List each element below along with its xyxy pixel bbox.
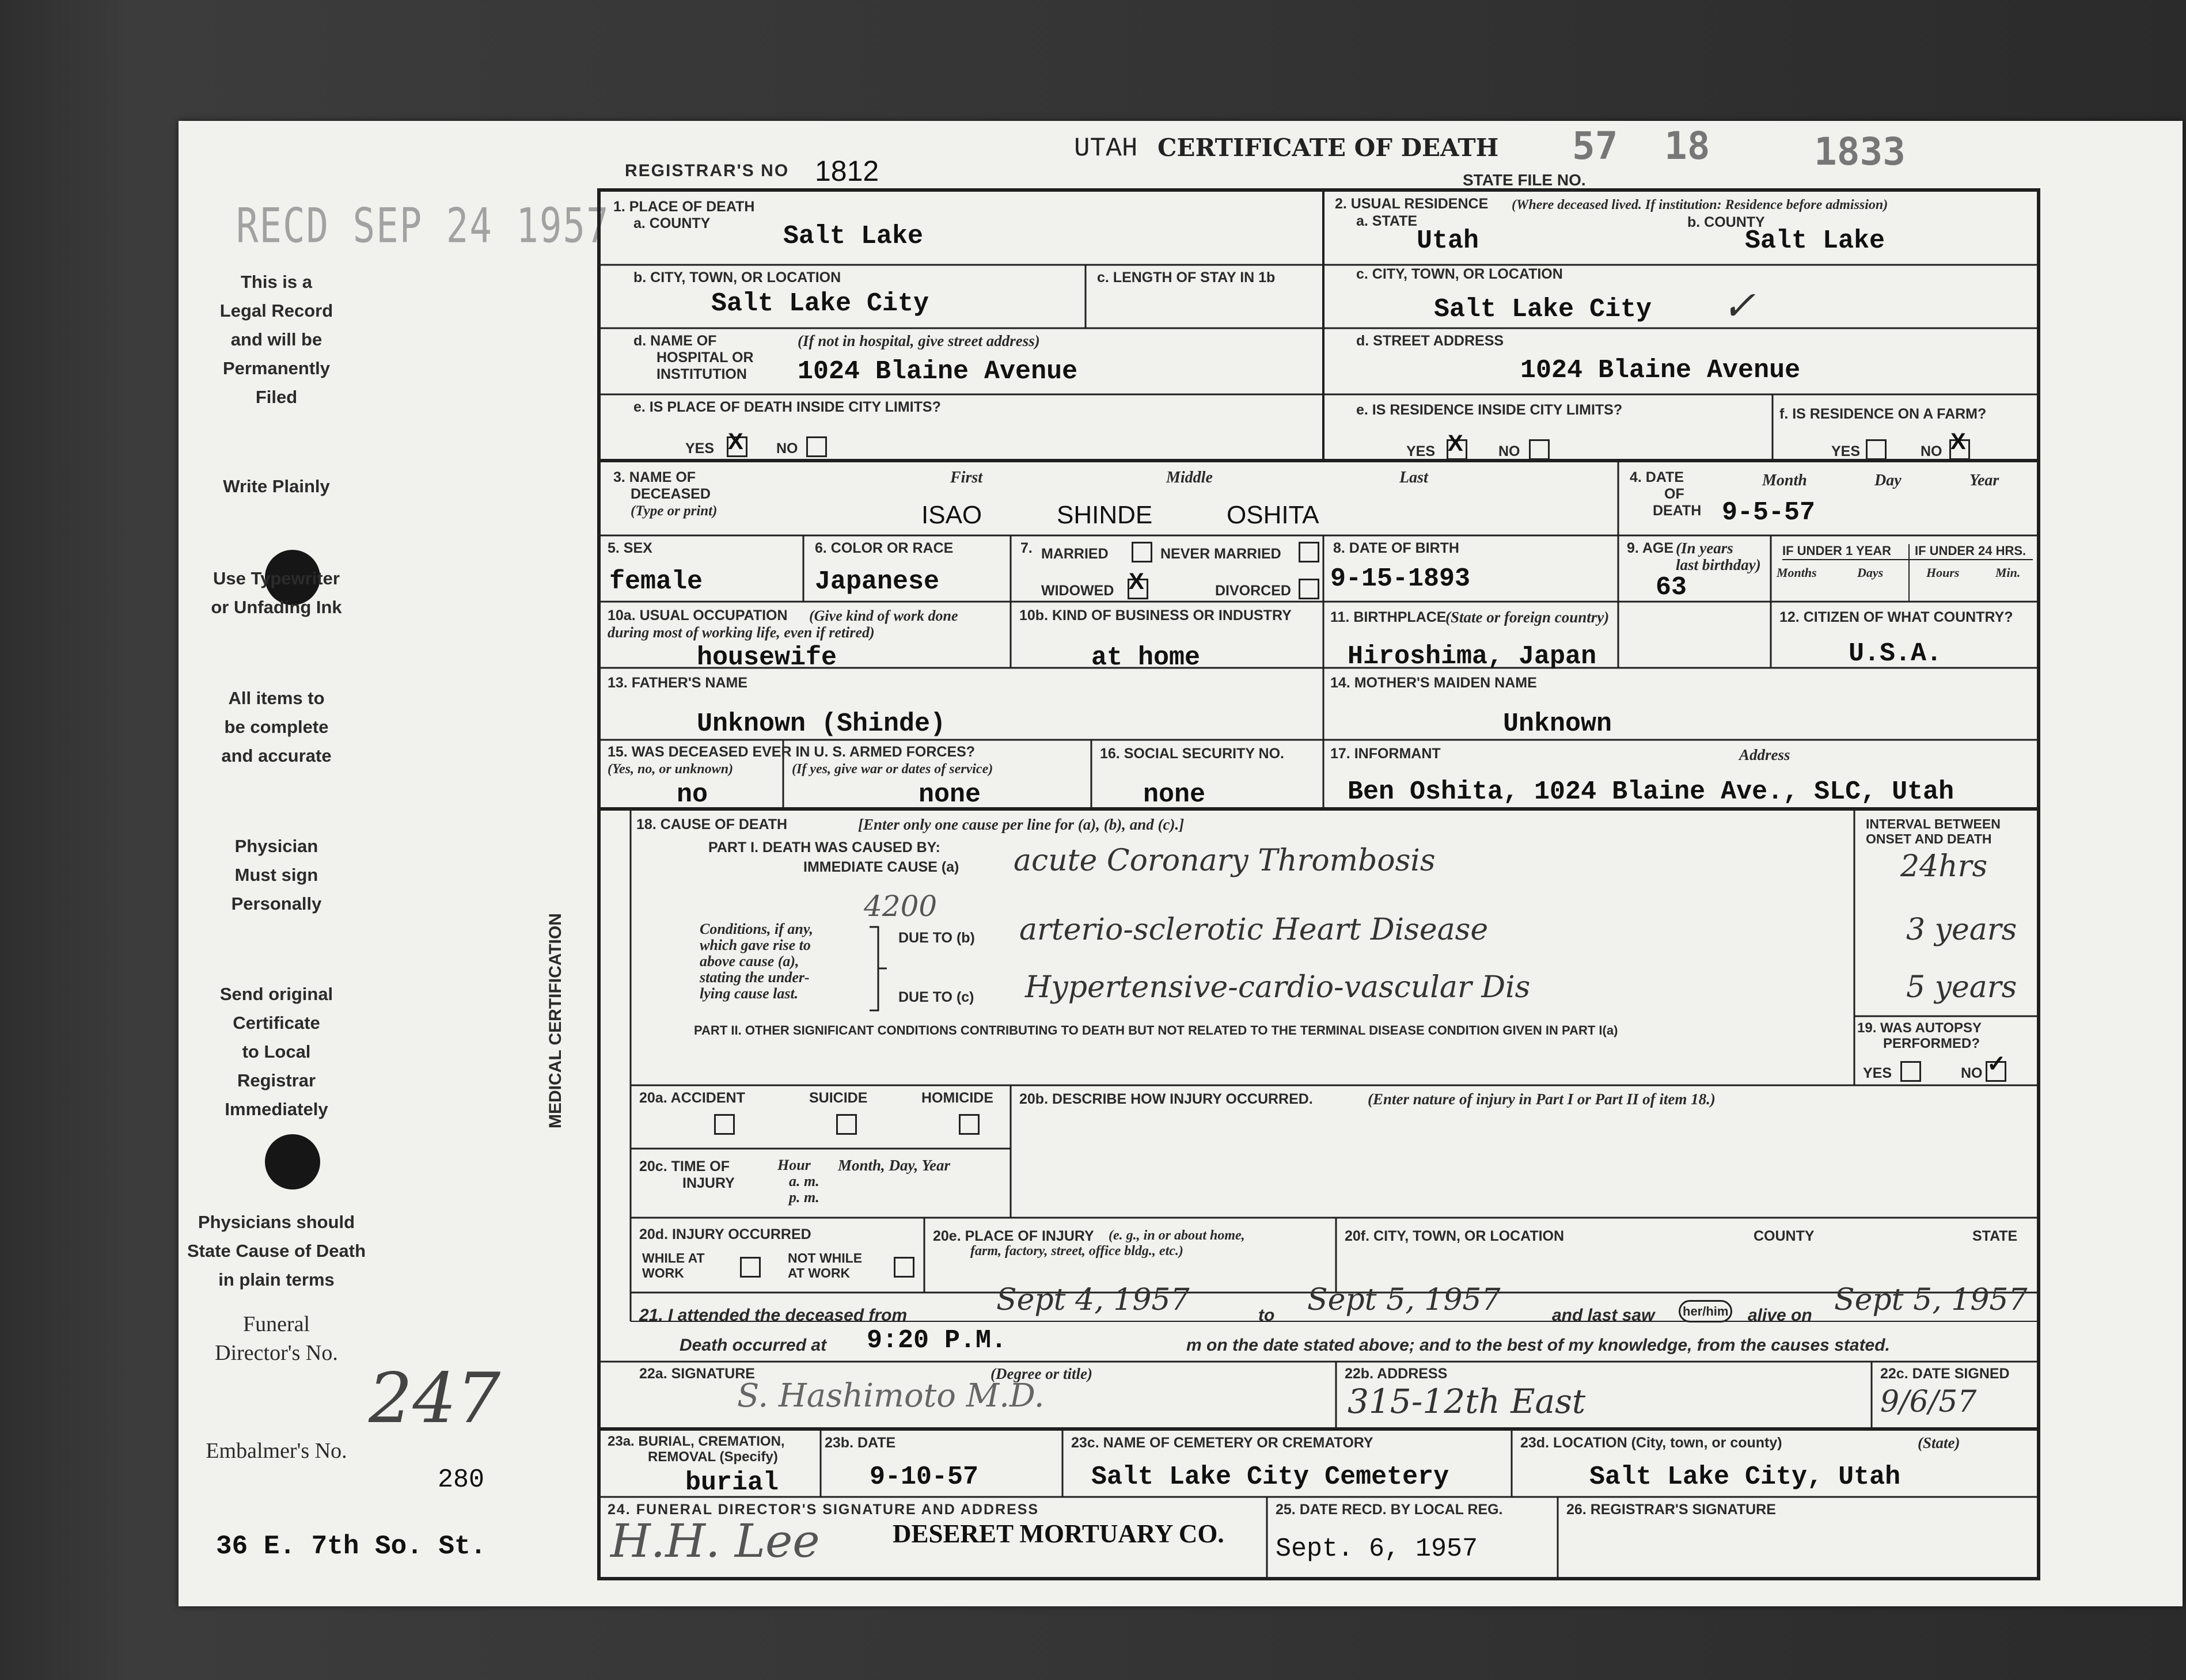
location-label: 23d. LOCATION (City, town, or county) <box>1520 1435 1782 1451</box>
check-tick: ✓ <box>1722 282 1756 329</box>
death-county: Salt Lake <box>783 222 924 251</box>
hospital-label: d. NAME OF HOSPITAL OR INSTITUTION <box>633 333 754 382</box>
date-recd: Sept. 6, 1957 <box>1276 1534 1478 1564</box>
marital-label: 7. <box>1020 540 1033 556</box>
race: Japanese <box>815 567 940 596</box>
armed-note-b: (If yes, give war or dates of service) <box>792 762 993 777</box>
last-name: OSHITA <box>1227 501 1319 529</box>
injury-county-label: COUNTY <box>1754 1228 1815 1244</box>
place-of-death-label: 1. PLACE OF DEATH <box>613 199 755 215</box>
sidebar-legal: This is a Legal Record and will be Permanently Filed <box>219 272 333 407</box>
death-city: Salt Lake City <box>711 289 929 318</box>
sidebar-funeral-label: Funeral Director's No. <box>215 1312 338 1365</box>
alive-on-label: alive on <box>1748 1306 1812 1325</box>
sex-label: 5. SEX <box>608 540 652 556</box>
first-name: ISAO <box>921 501 982 529</box>
burial-location: Salt Lake City, Utah <box>1589 1462 1901 1492</box>
suicide-label: SUICIDE <box>809 1090 868 1106</box>
burial-type: burial <box>685 1468 779 1497</box>
physician-address-label: 22b. ADDRESS <box>1345 1366 1448 1382</box>
sidebar-typewriter: Use Typewriter or Unfading Ink <box>211 568 342 617</box>
inside-limits-label: e. IS PLACE OF DEATH INSIDE CITY LIMITS? <box>633 399 941 415</box>
cemetery-label: 23c. NAME OF CEMETERY OR CREMATORY <box>1071 1435 1373 1451</box>
widowed-label: WIDOWED <box>1041 583 1114 599</box>
while-work-label: WHILE AT WORK <box>642 1251 705 1280</box>
funeral-director: DESERET MORTUARY CO. <box>893 1519 1224 1548</box>
conditions-label: Conditions, if any, which gave rise to above cause (a), stating the under- lying cause last. <box>700 921 813 1002</box>
burial-date-label: 23b. DATE <box>825 1435 896 1451</box>
armed-note-a: (Yes, no, or unknown) <box>608 762 734 777</box>
attended-to: Sept 5, 1957 <box>1307 1283 1501 1317</box>
business: at home <box>1091 643 1201 672</box>
interval-c: 5 years <box>1906 970 2017 1005</box>
part1-label: PART I. DEATH WAS CAUSED BY: <box>708 839 940 856</box>
city-label: b. CITY, TOWN, OR LOCATION <box>633 269 841 286</box>
physician-address: 315-12th East <box>1348 1382 1586 1421</box>
father: Unknown (Shinde) <box>697 709 946 739</box>
registrar-no-label: REGISTRAR'S NO <box>625 161 790 180</box>
ssn-label: 16. SOCIAL SECURITY NO. <box>1100 746 1284 762</box>
received-stamp: RECD SEP 24 1957 <box>236 199 610 254</box>
place-injury-label: 20e. PLACE OF INJURY <box>933 1228 1094 1244</box>
funeral-director-no: 247 <box>369 1359 501 1439</box>
registrar-signature-label: 26. REGISTRAR'S SIGNATURE <box>1566 1502 1776 1518</box>
no-label: NO <box>1498 443 1520 459</box>
burial-date: 9-10-57 <box>870 1462 979 1492</box>
date-of-death: 9-5-57 <box>1722 498 1816 527</box>
funeral-director-address: 36 E. 7th So. St. <box>216 1531 487 1561</box>
cause-note: [Enter only one cause per line for (a), (b), and (c).] <box>858 816 1185 833</box>
age-note: (In years last birthday) <box>1676 539 1761 573</box>
yes-label: YES <box>1406 443 1436 459</box>
occupation: housewife <box>697 643 837 672</box>
date-of-birth: 9-15-1893 <box>1330 564 1471 594</box>
death-inside-no-checkbox[interactable] <box>806 436 827 457</box>
under-year-label: IF UNDER 1 YEAR <box>1782 543 1892 558</box>
months-label: Months <box>1777 565 1817 580</box>
race-label: 6. COLOR OR RACE <box>815 540 954 556</box>
occurred-label: Death occurred at <box>680 1336 827 1355</box>
state-file-no-c: 1833 <box>1814 130 1906 174</box>
signature-label: 22a. SIGNATURE <box>639 1366 755 1382</box>
check-mark: X <box>1448 431 1463 456</box>
cause-a: acute Coronary Thrombosis <box>1014 843 1436 878</box>
check-mark: X <box>1129 569 1144 594</box>
no-label: NO <box>1961 1065 1983 1081</box>
location-state-label: (State) <box>1918 1434 1960 1451</box>
injury-city-label: 20f. CITY, TOWN, OR LOCATION <box>1345 1228 1565 1244</box>
embalmer-no: 280 <box>438 1465 485 1495</box>
form-border <box>599 190 2039 1579</box>
injury-occurred-label: 20d. INJURY OCCURRED <box>639 1226 811 1242</box>
document-title: CERTIFICATE OF DEATH <box>1157 134 1499 162</box>
cemetery: Salt Lake City Cemetery <box>1091 1462 1449 1492</box>
mdy-label: Month, Day, Year <box>838 1157 951 1174</box>
check-mark: X <box>1950 429 1966 454</box>
first-label: First <box>950 469 983 486</box>
birthplace-label: 11. BIRTHPLACE <box>1330 609 1447 625</box>
never-married-checkbox[interactable] <box>1299 542 1319 562</box>
res-city-label: c. CITY, TOWN, OR LOCATION <box>1356 266 1563 282</box>
ssn: none <box>1143 780 1206 809</box>
informant-address-label: Address <box>1739 746 1790 763</box>
res-state: Utah <box>1417 226 1479 256</box>
interval-a: 24hrs <box>1900 849 1988 884</box>
cause-title: 18. CAUSE OF DEATH <box>636 816 788 833</box>
part2-label: PART II. OTHER SIGNIFICANT CONDITIONS CONTRIBUTING TO DEATH BUT NOT RELATED TO THE TERMINAL DISEASE CONDITION GIVEN IN PART I(a) <box>694 1023 1618 1037</box>
res-county-label: b. COUNTY <box>1687 214 1765 230</box>
interval-b: 3 years <box>1906 913 2017 947</box>
death-hospital: 1024 Blaine Avenue <box>798 357 1078 386</box>
to-label: to <box>1258 1306 1275 1325</box>
informant-label: 17. INFORMANT <box>1330 746 1441 762</box>
time-of-death: 9:20 P.M. <box>867 1326 1007 1355</box>
father-label: 13. FATHER'S NAME <box>608 675 748 691</box>
date-signed-label: 22c. DATE SIGNED <box>1880 1366 2010 1382</box>
burial-label: 23a. BURIAL, CREMATION, REMOVAL (Specify) <box>608 1434 785 1465</box>
res-inside-no-checkbox[interactable] <box>1529 439 1550 460</box>
bracket <box>870 927 887 1010</box>
last-seen-date: Sept 5, 1957 <box>1834 1283 2028 1317</box>
married-checkbox[interactable] <box>1132 542 1152 562</box>
year-label: Year <box>1969 472 1999 489</box>
not-while-label: NOT WHILE AT WORK <box>788 1251 863 1280</box>
injury-state-label: STATE <box>1972 1228 2018 1244</box>
sidebar-complete: All items to be complete and accurate <box>221 688 332 766</box>
medical-certification-vertical: MEDICAL CERTIFICATION <box>546 913 565 1128</box>
sidebar-write-plainly: Write Plainly <box>223 476 330 496</box>
sidebar-physicians-should: Physicians should State Cause of Death in plain terms <box>187 1212 366 1290</box>
min-label: Min. <box>1995 565 2021 580</box>
cause-code: 4200 <box>864 890 938 923</box>
homicide-checkbox[interactable] <box>959 1114 980 1135</box>
month-label: Month <box>1762 472 1807 489</box>
days-label: Days <box>1857 565 1884 580</box>
age: 63 <box>1656 573 1687 602</box>
residence-note: (Where deceased lived. If institution: Residence before admission) <box>1512 197 1888 212</box>
dob-label: 8. DATE OF BIRTH <box>1333 540 1459 556</box>
never-married-label: NEVER MARRIED <box>1160 546 1281 562</box>
occurred-rest: m on the date stated above; and to the best of my knowledge, from the causes stated. <box>1186 1336 1890 1355</box>
state-file-no-a: 57 <box>1572 124 1618 168</box>
attended-label: 21. I attended the deceased from <box>639 1306 908 1325</box>
res-inside-label: e. IS RESIDENCE INSIDE CITY LIMITS? <box>1356 402 1623 418</box>
check-mark: X <box>728 429 743 454</box>
date-signed: 9/6/57 <box>1880 1385 1977 1419</box>
autopsy-label: 19. WAS AUTOPSY PERFORMED? <box>1857 1020 1982 1051</box>
suicide-checkbox[interactable] <box>836 1114 857 1135</box>
day-label: Day <box>1874 472 1902 489</box>
state-file-no-b: 18 <box>1664 124 1710 168</box>
stay-label: c. LENGTH OF STAY IN 1b <box>1097 269 1276 286</box>
sex: female <box>609 567 703 596</box>
attended-from: Sept 4, 1957 <box>996 1283 1190 1317</box>
res-city: Salt Lake City <box>1434 295 1652 324</box>
place-injury-note: (e. g., in or about home, farm, factory, street, office bldg., etc.) <box>970 1228 1245 1259</box>
due-b-label: DUE TO (b) <box>898 930 975 946</box>
armed-value: no <box>677 780 708 809</box>
physician-signature: S. Hashimoto M.D. <box>737 1377 1045 1415</box>
divorced-checkbox[interactable] <box>1299 579 1319 599</box>
interval-label: INTERVAL BETWEEN ONSET AND DEATH <box>1866 816 2001 846</box>
title-prefix: UTAH <box>1074 134 1138 164</box>
last-saw-label: and last saw <box>1552 1306 1655 1325</box>
her-him-label: her/him <box>1679 1300 1732 1322</box>
farm-yes-checkbox[interactable] <box>1866 439 1887 460</box>
farm-label: f. IS RESIDENCE ON A FARM? <box>1779 406 1987 422</box>
under-hours-label: IF UNDER 24 HRS. <box>1915 543 2026 558</box>
name-label: 3. NAME OF DECEASED (Type or print) <box>613 469 718 519</box>
armed-label: 15. WAS DECEASED EVER IN U. S. ARMED FORCES? <box>608 744 976 760</box>
county-label: a. COUNTY <box>633 215 711 231</box>
married-label: MARRIED <box>1041 546 1109 562</box>
birthplace-note: (State or foreign country) <box>1445 609 1610 626</box>
street-label: d. STREET ADDRESS <box>1356 333 1504 349</box>
cause-b: arterio-sclerotic Heart Disease <box>1019 913 1489 947</box>
citizen: U.S.A. <box>1849 639 1942 668</box>
hours-label: Hours <box>1926 565 1960 580</box>
date-of-death-label: 4. DATE OF DEATH <box>1630 469 1702 519</box>
funeral-director-signature: H.H. Lee <box>610 1514 820 1568</box>
describe-label: 20b. DESCRIBE HOW INJURY OCCURRED. <box>1019 1091 1313 1107</box>
check-mark: ✓ <box>1987 1051 2006 1077</box>
yes-label: YES <box>1863 1065 1892 1081</box>
no-label: NO <box>776 440 798 457</box>
state-file-label: STATE FILE NO. <box>1463 171 1586 189</box>
hour-label: Hour a. m. p. m. <box>777 1157 819 1206</box>
armed-service: none <box>919 780 981 809</box>
describe-note: (Enter nature of injury in Part I or Part II of item 18.) <box>1368 1090 1716 1108</box>
informant: Ben Oshita, 1024 Blaine Ave., SLC, Utah <box>1348 777 1955 807</box>
sidebar-physician: Physician Must sign Personally <box>231 836 322 914</box>
autopsy-yes-checkbox[interactable] <box>1900 1061 1921 1082</box>
cause-c: Hypertensive-cardio-vascular Dis <box>1025 970 1531 1005</box>
funeral-director-label: 24. FUNERAL DIRECTOR'S SIGNATURE AND ADDRESS <box>608 1502 1039 1518</box>
degree-label: (Degree or title) <box>990 1365 1092 1382</box>
res-state-label: a. STATE <box>1356 213 1418 229</box>
time-injury-label: 20c. TIME OF INJURY <box>639 1158 735 1191</box>
sidebar-embalmer-label: Embalmer's No. <box>206 1439 347 1463</box>
yes-label: YES <box>685 440 715 457</box>
recd-label: 25. DATE RECD. BY LOCAL REG. <box>1276 1502 1503 1518</box>
sidebar-send: Send original Certificate to Local Registrar Immediately <box>219 984 333 1119</box>
last-label: Last <box>1399 469 1428 486</box>
accident-checkbox[interactable] <box>714 1114 735 1135</box>
res-county: Salt Lake <box>1745 226 1885 256</box>
accident-label: 20a. ACCIDENT <box>639 1090 745 1106</box>
middle-label: Middle <box>1166 469 1213 486</box>
mother-label: 14. MOTHER'S MAIDEN NAME <box>1330 675 1537 691</box>
citizen-label: 12. CITIZEN OF WHAT COUNTRY? <box>1779 609 2013 625</box>
hospital-note: (If not in hospital, give street address) <box>798 332 1040 349</box>
usual-residence-label: 2. USUAL RESIDENCE <box>1335 196 1489 212</box>
not-while-checkbox[interactable] <box>894 1257 914 1278</box>
while-work-checkbox[interactable] <box>740 1257 761 1278</box>
mother: Unknown <box>1503 709 1612 739</box>
age-label: 9. AGE <box>1627 540 1674 556</box>
occupation-label: 10a. USUAL OCCUPATION <box>608 607 788 624</box>
divorced-label: DIVORCED <box>1215 583 1291 599</box>
res-street: 1024 Blaine Avenue <box>1520 356 1801 385</box>
no-label: NO <box>1921 443 1942 459</box>
middle-name: SHINDE <box>1057 501 1153 529</box>
homicide-label: HOMICIDE <box>921 1090 993 1106</box>
occupation-note: (Give kind of work done during most of working life, even if retired) <box>608 607 958 641</box>
due-c-label: DUE TO (c) <box>898 989 974 1005</box>
yes-label: YES <box>1831 443 1861 459</box>
registrar-no: 1812 <box>815 155 879 187</box>
birthplace: Hiroshima, Japan <box>1348 642 1597 671</box>
business-label: 10b. KIND OF BUSINESS OR INDUSTRY <box>1019 607 1292 624</box>
immediate-label: IMMEDIATE CAUSE (a) <box>803 859 959 875</box>
